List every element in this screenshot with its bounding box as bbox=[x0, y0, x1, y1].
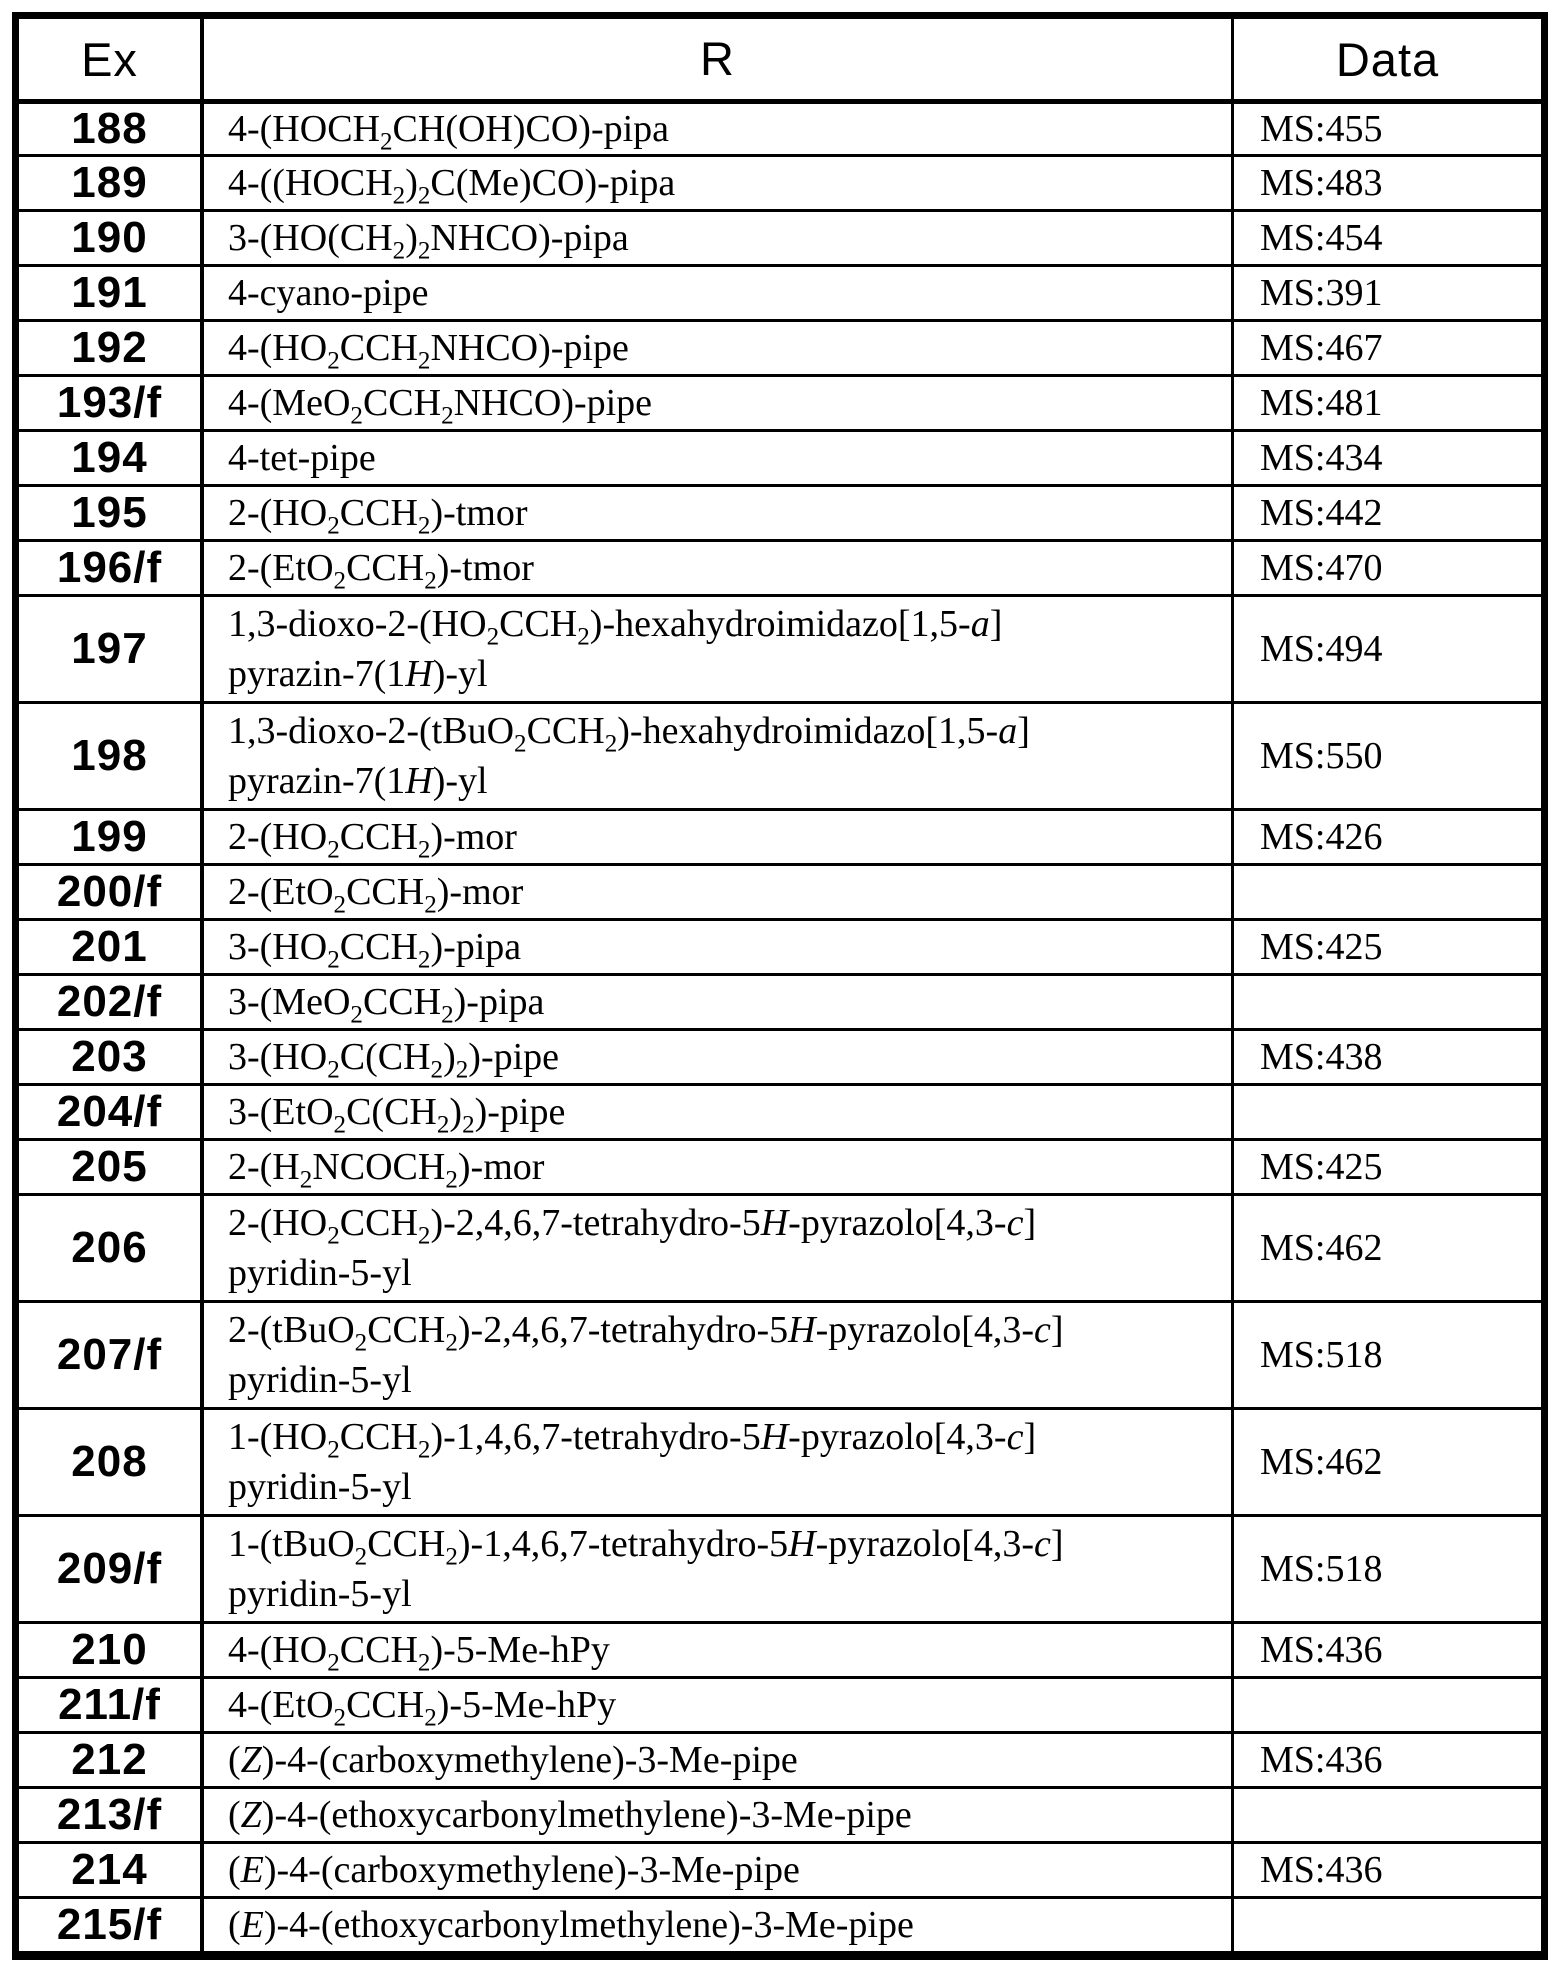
example-number-cell: 210 bbox=[19, 1624, 204, 1676]
ms-data-cell: MS:467 bbox=[1260, 327, 1383, 369]
table-row bbox=[19, 209, 1541, 264]
ms-data-cell: MS:425 bbox=[1260, 926, 1383, 968]
ms-data-cell: MS:462 bbox=[1260, 1441, 1383, 1483]
table-row bbox=[19, 863, 1541, 918]
table-row bbox=[19, 701, 1541, 808]
r-substituent-cell: $1,3-dioxo-2-(tBuO_2CCH_2)-hexahydroimidazo[1,5-a]$ pyrazin-7(1H)-yl bbox=[204, 704, 1234, 808]
r-substituent-cell: $2-(H_2NCOCH_2)$-mor bbox=[204, 1141, 1234, 1193]
ms-data-cell: MS:436 bbox=[1260, 1739, 1383, 1781]
table-row bbox=[19, 1621, 1541, 1676]
ms-data-cell bbox=[1234, 1789, 1541, 1841]
example-number-cell: 195 bbox=[19, 487, 204, 539]
ms-data-cell bbox=[1234, 1899, 1541, 1951]
ms-data-cell bbox=[1234, 866, 1541, 918]
table-header-row bbox=[19, 19, 1541, 99]
ms-data-cell: MS:391 bbox=[1260, 272, 1383, 314]
example-number-cell: 193/f bbox=[19, 377, 204, 429]
r-substituent-cell: 4-cyano-pipe bbox=[204, 267, 1234, 319]
example-number-cell: 198 bbox=[19, 704, 204, 808]
ms-data-cell: MS:438 bbox=[1260, 1036, 1383, 1078]
table-row bbox=[19, 1731, 1541, 1786]
table-row bbox=[19, 264, 1541, 319]
r-substituent-cell: 4-tet-pipe bbox=[204, 432, 1234, 484]
example-number-cell: 207/f bbox=[19, 1303, 204, 1407]
ms-data-cell: MS:518 bbox=[1260, 1334, 1383, 1376]
example-number-cell: 212 bbox=[19, 1734, 204, 1786]
table-row bbox=[19, 1193, 1541, 1300]
r-substituent-cell: (Z)-4-(ethoxycarbonylmethylene)-3-Me-pipe bbox=[204, 1789, 1234, 1841]
example-number-cell: 192 bbox=[19, 322, 204, 374]
table-row bbox=[19, 1786, 1541, 1841]
r-substituent-cell: $2-(HO_2CCH_2)$-mor bbox=[204, 811, 1234, 863]
table-row bbox=[19, 594, 1541, 701]
example-number-cell: 194 bbox=[19, 432, 204, 484]
r-substituent-cell: $3-(EtO_2C(CH_2)_2)$-pipe bbox=[204, 1086, 1234, 1138]
example-number-cell: 191 bbox=[19, 267, 204, 319]
table-row bbox=[19, 1514, 1541, 1621]
table-row bbox=[19, 1083, 1541, 1138]
table-row bbox=[19, 374, 1541, 429]
example-number-cell: 189 bbox=[19, 157, 204, 209]
example-number-cell: 214 bbox=[19, 1844, 204, 1896]
ms-data-cell: MS:455 bbox=[1260, 108, 1383, 150]
example-number-cell: 208 bbox=[19, 1410, 204, 1514]
r-substituent-cell: $2-(tBuO_2CCH_2)-2,4,6,7-tetrahydro-5H-pyrazolo[4,3-c]$ pyridin-5-yl bbox=[204, 1303, 1234, 1407]
ms-data-cell: MS:518 bbox=[1260, 1548, 1383, 1590]
ms-data-cell: MS:434 bbox=[1260, 437, 1383, 479]
r-substituent-cell: $4-(HO_2CCH_2)-5-Me$-hPy bbox=[204, 1624, 1234, 1676]
r-substituent-cell: (E)-4-(ethoxycarbonylmethylene)-3-Me-pipe bbox=[204, 1899, 1234, 1951]
ms-data-cell: MS:483 bbox=[1260, 162, 1383, 204]
compound-table bbox=[12, 12, 1548, 1960]
r-substituent-cell: $2-(EtO_2CCH_2)$-mor bbox=[204, 866, 1234, 918]
column-header-r: R bbox=[204, 19, 1234, 99]
table-row bbox=[19, 484, 1541, 539]
example-number-cell: 215/f bbox=[19, 1899, 204, 1951]
ms-data-cell: MS:442 bbox=[1260, 492, 1383, 534]
example-number-cell: 206 bbox=[19, 1196, 204, 1300]
table-row bbox=[19, 918, 1541, 973]
table-row bbox=[19, 1138, 1541, 1193]
table-row bbox=[19, 99, 1541, 154]
r-substituent-cell: $3-(HO_2C(CH_2)_2)$-pipe bbox=[204, 1031, 1234, 1083]
r-substituent-cell: (E)-4-(carboxymethylene)-3-Me-pipe bbox=[204, 1844, 1234, 1896]
ms-data-cell: MS:481 bbox=[1260, 382, 1383, 424]
r-substituent-cell: $2-(HO_2CCH_2)$-tmor bbox=[204, 487, 1234, 539]
ms-data-cell bbox=[1234, 1679, 1541, 1731]
table-row bbox=[19, 1407, 1541, 1514]
example-number-cell: 202/f bbox=[19, 976, 204, 1028]
example-number-cell: 188 bbox=[19, 104, 204, 154]
ms-data-cell: MS:436 bbox=[1260, 1849, 1383, 1891]
example-number-cell: 205 bbox=[19, 1141, 204, 1193]
ms-data-cell bbox=[1234, 976, 1541, 1028]
table-row bbox=[19, 539, 1541, 594]
table-row bbox=[19, 1300, 1541, 1407]
example-number-cell: 196/f bbox=[19, 542, 204, 594]
column-header-data: Data bbox=[1335, 32, 1440, 86]
example-number-cell: 211/f bbox=[19, 1679, 204, 1731]
ms-data-cell: MS:426 bbox=[1260, 816, 1383, 858]
ms-data-cell: MS:436 bbox=[1260, 1629, 1383, 1671]
r-substituent-cell: $3-(HO_2CCH_2)$-pipa bbox=[204, 921, 1234, 973]
r-substituent-cell: (Z)-4-(carboxymethylene)-3-Me-pipe bbox=[204, 1734, 1234, 1786]
example-number-cell: 201 bbox=[19, 921, 204, 973]
example-number-cell: 190 bbox=[19, 212, 204, 264]
r-substituent-cell: $3-(MeO_2CCH_2)$-pipa bbox=[204, 976, 1234, 1028]
example-number-cell: 199 bbox=[19, 811, 204, 863]
example-number-cell: 209/f bbox=[19, 1517, 204, 1621]
table-row bbox=[19, 1896, 1541, 1951]
r-substituent-cell: $4-(HOCH_2CH(OH)CO)$-pipa bbox=[204, 104, 1234, 154]
table-row bbox=[19, 808, 1541, 863]
ms-data-cell: MS:454 bbox=[1260, 217, 1383, 259]
ms-data-cell: MS:494 bbox=[1260, 628, 1383, 670]
example-number-cell: 213/f bbox=[19, 1789, 204, 1841]
example-number-cell: 203 bbox=[19, 1031, 204, 1083]
table-row bbox=[19, 1676, 1541, 1731]
ms-data-cell bbox=[1234, 1086, 1541, 1138]
r-substituent-cell: $2-(EtO_2CCH_2)$-tmor bbox=[204, 542, 1234, 594]
table-row bbox=[19, 429, 1541, 484]
example-number-cell: 200/f bbox=[19, 866, 204, 918]
r-substituent-cell: $4-((HOCH_2)_2C(Me)CO)$-pipa bbox=[204, 157, 1234, 209]
example-number-cell: 204/f bbox=[19, 1086, 204, 1138]
ms-data-cell: MS:470 bbox=[1260, 547, 1383, 589]
table-row bbox=[19, 973, 1541, 1028]
r-substituent-cell: $4-(EtO_2CCH_2)-5-Me$-hPy bbox=[204, 1679, 1234, 1731]
ms-data-cell: MS:462 bbox=[1260, 1227, 1383, 1269]
table-row bbox=[19, 154, 1541, 209]
column-header-ex: Ex bbox=[19, 19, 204, 99]
table-row bbox=[19, 1841, 1541, 1896]
r-substituent-cell: $3-(HO(CH_2)_2NHCO)$-pipa bbox=[204, 212, 1234, 264]
r-substituent-cell: $4-(MeO_2CCH_2NHCO)$-pipe bbox=[204, 377, 1234, 429]
example-number-cell: 197 bbox=[19, 597, 204, 701]
ms-data-cell: MS:550 bbox=[1260, 735, 1383, 777]
r-substituent-cell: $1-(HO_2CCH_2)-1,4,6,7-tetrahydro-5H-pyrazolo[4,3-c]$ pyridin-5-yl bbox=[204, 1410, 1234, 1514]
ms-data-cell: MS:425 bbox=[1260, 1146, 1383, 1188]
r-substituent-cell: $1-(tBuO_2CCH_2)-1,4,6,7-tetrahydro-5H-pyrazolo[4,3-c]$ pyridin-5-yl bbox=[204, 1517, 1234, 1621]
r-substituent-cell: $1,3-dioxo-2-(HO_2CCH_2)-hexahydroimidazo[1,5-a]$ pyrazin-7(1H)-yl bbox=[204, 597, 1234, 701]
r-substituent-cell: $4-(HO_2CCH_2NHCO)$-pipe bbox=[204, 322, 1234, 374]
r-substituent-cell: $2-(HO_2CCH_2)-2,4,6,7-tetrahydro-5H-pyrazolo[4,3-c]$ pyridin-5-yl bbox=[204, 1196, 1234, 1300]
table-row bbox=[19, 1028, 1541, 1083]
table-row bbox=[19, 319, 1541, 374]
table-body bbox=[19, 99, 1541, 1951]
